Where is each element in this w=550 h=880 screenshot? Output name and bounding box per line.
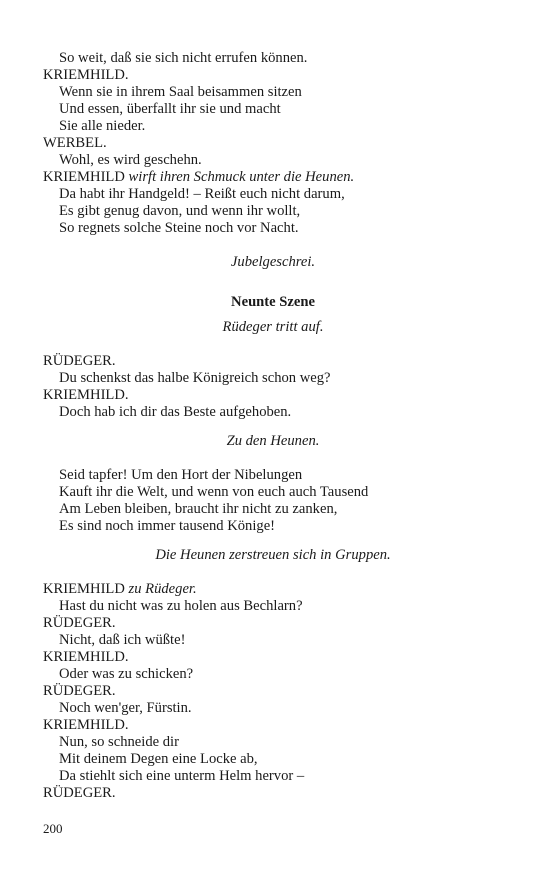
verse-line: Sie alle nieder. — [59, 118, 146, 134]
stage-direction: Zu den Heunen. — [226, 433, 320, 449]
speaker-name: RÜDEGER. — [43, 615, 116, 631]
speaker-name: RÜDEGER. — [43, 353, 116, 369]
verse-line: Am Leben bleiben, braucht ihr nicht zu zanken, — [59, 501, 338, 517]
speaker-with-direction — [43, 169, 503, 186]
verse-line: Seid tapfer! Um den Hort der Nibelungen — [59, 467, 303, 483]
verse-line: Mit deinem Degen eine Locke ab, — [59, 751, 258, 767]
speaker-name: KRIEMHILD — [43, 169, 125, 185]
verse-line: Es gibt genug davon, und wenn ihr wollt, — [59, 203, 301, 219]
verse-line: Noch wen'ger, Fürstin. — [59, 700, 192, 716]
speaker-name: WERBEL. — [43, 135, 107, 151]
verse-line: Nicht, daß ich wüßte! — [59, 632, 186, 648]
speaker-name: KRIEMHILD. — [43, 717, 129, 733]
verse-line: So regnets solche Steine noch vor Nacht. — [59, 220, 299, 236]
speaker-name: KRIEMHILD — [43, 581, 125, 597]
verse-line: So weit, daß sie sich nicht errufen können. — [59, 50, 308, 66]
page-body — [43, 50, 503, 802]
verse-line: Hast du nicht was zu holen aus Bechlarn? — [59, 598, 303, 614]
verse-line: Du schenkst das halbe Königreich schon weg? — [59, 370, 331, 386]
verse-line: Es sind noch immer tausend Könige! — [59, 518, 276, 534]
verse-line: Da habt ihr Handgeld! – Reißt euch nicht darum, — [59, 186, 345, 202]
page-number: 200 — [43, 821, 63, 836]
verse-line: Kauft ihr die Welt, und wenn von euch auch Tausend — [59, 484, 369, 500]
stage-direction-inline: zu Rüdeger. — [128, 581, 197, 597]
stage-direction: Jubelgeschrei. — [230, 254, 316, 270]
speaker-name: KRIEMHILD. — [43, 387, 129, 403]
verse-line: Doch hab ich dir das Beste aufgehoben. — [59, 404, 292, 420]
verse-line: Und essen, überfallt ihr sie und macht — [59, 101, 281, 117]
verse-line: Wohl, es wird geschehn. — [59, 152, 202, 168]
stage-direction-inline: wirft ihren Schmuck unter die Heunen. — [128, 169, 355, 185]
verse-line: Nun, so schneide dir — [59, 734, 179, 750]
stage-direction: Rüdeger tritt auf. — [222, 319, 324, 335]
speaker-name: KRIEMHILD. — [43, 67, 129, 83]
scene-title: Neunte Szene — [231, 294, 315, 310]
speaker-name: RÜDEGER. — [43, 785, 116, 801]
speaker-name: RÜDEGER. — [43, 683, 116, 699]
speaker-name: KRIEMHILD. — [43, 649, 129, 665]
stage-direction: Die Heunen zerstreuen sich in Gruppen. — [155, 547, 391, 563]
speaker-with-direction — [43, 581, 503, 598]
verse-line: Da stiehlt sich eine unterm Helm hervor – — [59, 768, 305, 784]
verse-line: Oder was zu schicken? — [59, 666, 194, 682]
verse-line: Wenn sie in ihrem Saal beisammen sitzen — [59, 84, 302, 100]
